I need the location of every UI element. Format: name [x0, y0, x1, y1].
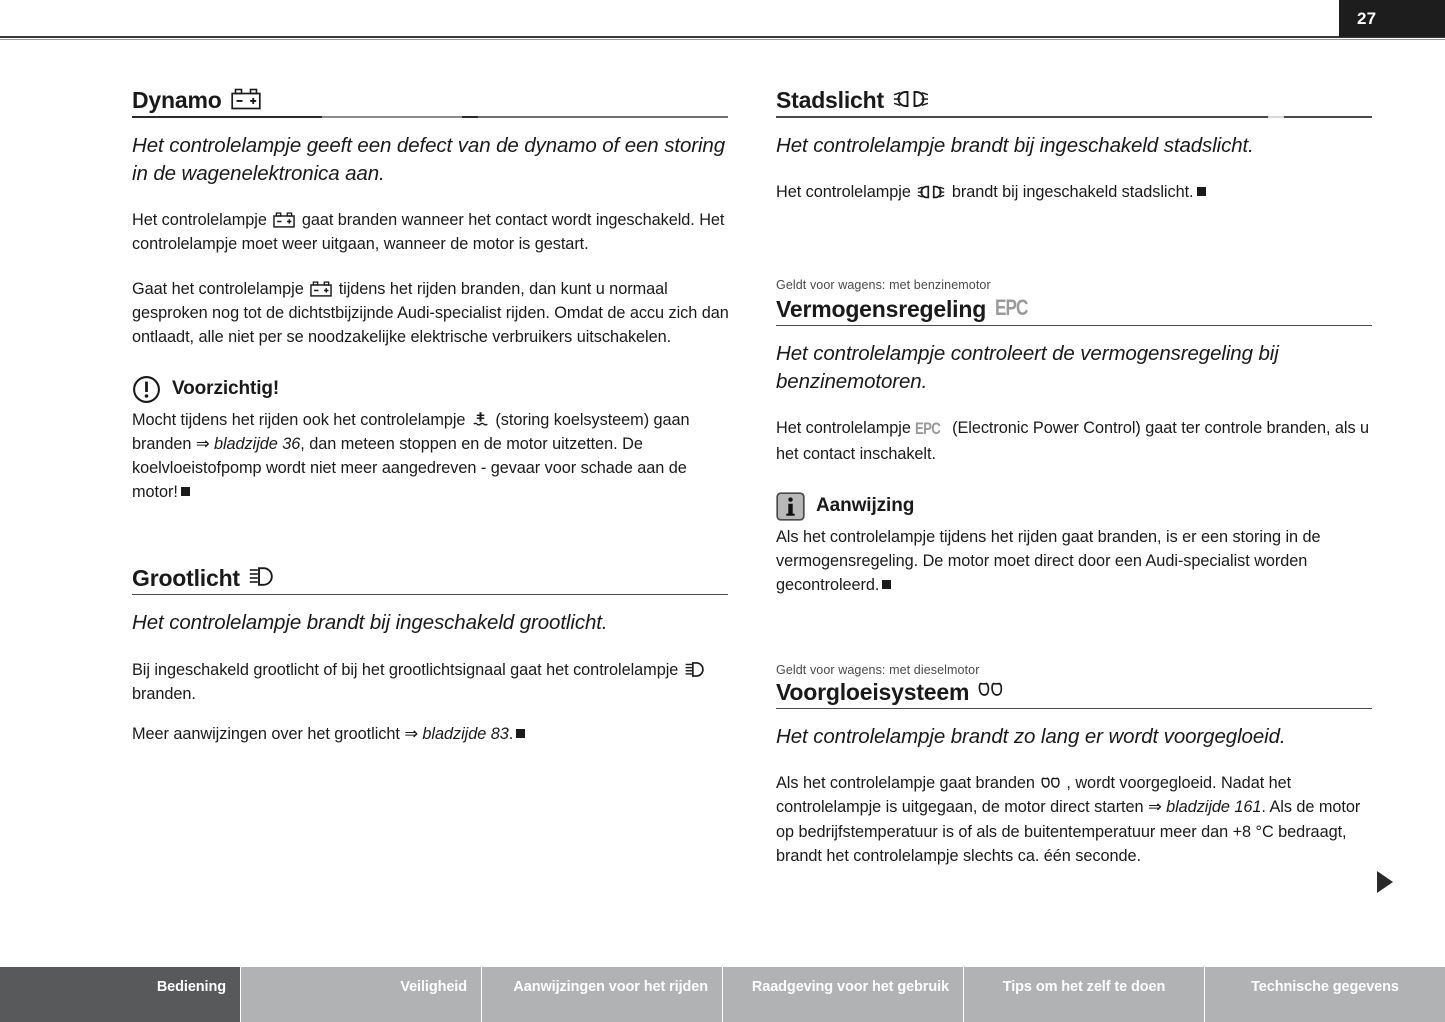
note-header — [776, 492, 1376, 521]
tab-veiligheid[interactable] — [240, 967, 481, 1022]
section-heading-vermogensregeling — [776, 295, 1376, 324]
section-grootlicht — [132, 566, 732, 746]
right-column — [776, 40, 1376, 868]
tab-label: Aanwijzingen voor het rijden — [513, 979, 708, 995]
city-light-icon — [917, 184, 945, 200]
page-content — [0, 40, 1445, 965]
paragraph-vermogensregeling-1 — [776, 416, 1376, 465]
section-lead-text: Het controlelampje geeft een defect van de dynamo of een storing in de wagenelektronica aan. — [132, 134, 726, 186]
section-lead-text: Het controlelampje controleert de vermogensregeling bij benzinemotoren. — [776, 342, 1279, 394]
tab-label: Bediening — [156, 979, 226, 995]
end-of-section-mark — [882, 580, 891, 589]
paragraph-text: branden. — [132, 684, 196, 703]
section-applicability-note: Geldt voor wagens: met dieselmotor — [776, 663, 980, 678]
tab-raadgeving-voor-het-gebruik[interactable] — [722, 967, 963, 1022]
note-text: , dan meteen stoppen en de motor uitzetten. De koelvloeistofpomp wordt niet meer aangedreven - gevaar voor schade aan de motor! — [132, 434, 687, 502]
page-number-badge — [1339, 0, 1445, 37]
section-heading-grootlicht — [132, 566, 732, 593]
tab-label: Tips om het zelf te doen — [1002, 979, 1166, 995]
page-reference: bladzijde 36 — [213, 434, 301, 453]
page-reference: bladzijde 161 — [1166, 798, 1262, 817]
section-rule — [776, 708, 1372, 709]
tab-bediening[interactable] — [0, 967, 240, 1022]
battery-icon — [310, 281, 332, 297]
epc-badge-inline: EPC — [915, 419, 941, 439]
paragraph-text: Gaat het controlelampje — [132, 279, 304, 298]
warning-exclamation-icon — [132, 375, 161, 404]
paragraph-grootlicht-2 — [132, 722, 732, 746]
section-title: Grootlicht — [132, 565, 240, 592]
note-title: Aanwijzing — [816, 495, 915, 517]
footer-tab-bar — [0, 967, 1445, 1022]
section-lead-text: Het controlelampje brandt bij ingeschakeld grootlicht. — [132, 611, 608, 635]
note-text: Als het controlelampje tijdens het rijden gaat branden, is er een storing in de vermogensregeling. De motor moet direct door een Audi-specialist worden gecontroleerd. — [776, 527, 1321, 594]
info-i-icon — [776, 492, 805, 521]
section-lead-text: Het controlelampje brandt zo lang er wordt voorgegloeid. — [776, 725, 1286, 749]
paragraph-text: . — [508, 724, 514, 743]
section-rule — [132, 116, 728, 118]
paragraph-text: Het controlelampje — [776, 183, 911, 202]
section-title: Dynamo — [132, 87, 222, 113]
battery-icon — [273, 212, 295, 228]
header-rule — [0, 36, 1445, 38]
paragraph-text: brandt bij ingeschakeld stadslicht. — [951, 183, 1194, 202]
tab-label: Raadgeving voor het gebruik — [751, 979, 949, 995]
paragraph-dynamo-2 — [132, 277, 732, 349]
section-heading-dynamo — [132, 88, 732, 115]
paragraph-text: Bij ingeschakeld grootlicht of bij het grootlichtsignaal gaat het controlelampje — [132, 660, 679, 679]
section-heading-voorgloeisysteem — [776, 680, 1376, 707]
note-body-caution — [132, 408, 732, 504]
glow-plug-icon — [978, 682, 1008, 700]
section-dynamo — [132, 88, 732, 504]
left-column — [132, 40, 732, 746]
city-light-icon — [893, 89, 929, 109]
paragraph-text: Meer aanwijzingen over het grootlicht — [132, 724, 400, 743]
paragraph-voorgloeisysteem-1 — [776, 771, 1376, 867]
page-header — [0, 0, 1445, 40]
epc-badge: EPC — [995, 295, 1028, 321]
section-title: Vermogensregeling — [776, 296, 987, 323]
note-text: (storing koelsysteem) gaan branden — [132, 410, 690, 453]
tab-label: Veiligheid — [400, 979, 467, 995]
reference-arrow: ⇒ — [1148, 798, 1162, 817]
section-heading-stadslicht — [776, 88, 1376, 115]
paragraph-text: Het controlelampje — [776, 419, 911, 438]
tab-technische-gegevens[interactable] — [1204, 967, 1445, 1022]
paragraph-text: gaat branden wanneer het contact wordt ingeschakeld. Het controlelampje moet weer uitgaan, wanneer de motor is gestart. — [132, 211, 725, 254]
coolant-temperature-icon — [472, 411, 489, 428]
section-rule — [776, 325, 1372, 326]
high-beam-icon — [685, 661, 707, 678]
section-vermogensregeling — [776, 278, 1376, 597]
note-text: Mocht tijdens het rijden ook het controlelampje — [132, 410, 466, 429]
section-rule — [776, 116, 1372, 118]
reference-arrow: ⇒ — [404, 724, 418, 743]
page-number: 27 — [1357, 8, 1377, 28]
paragraph-text: (Electronic Power Control) gaat ter controle branden, als u het contact inschakelt. — [776, 419, 1370, 463]
tab-label: Technische gegevens — [1251, 979, 1399, 995]
reference-arrow: ⇒ — [195, 434, 210, 453]
note-caution — [132, 375, 732, 504]
section-applicability-note: Geldt voor wagens: met benzinemotor — [776, 278, 991, 293]
note-title: Voorzichtig! — [172, 378, 280, 400]
continue-arrow-icon — [1377, 871, 1393, 893]
section-lead-text: Het controlelampje brandt bij ingeschakeld stadslicht. — [776, 134, 1254, 158]
paragraph-grootlicht-1 — [132, 658, 732, 706]
paragraph-dynamo-1 — [132, 208, 732, 256]
section-title: Voorgloeisysteem — [776, 679, 970, 706]
glow-plug-icon — [1041, 777, 1064, 791]
section-title: Stadslicht — [776, 87, 884, 113]
end-of-section-mark — [1197, 187, 1206, 196]
paragraph-text: Het controlelampje — [132, 211, 267, 230]
battery-icon — [231, 88, 261, 110]
page-reference: bladzijde 83 — [422, 724, 509, 743]
note-header — [132, 375, 732, 404]
tab-tips-om-het-zelf-te-doen[interactable] — [963, 967, 1204, 1022]
section-stadslicht — [776, 88, 1376, 204]
note-info — [776, 492, 1376, 597]
paragraph-text: tijdens het rijden branden, dan kunt u normaal gesproken nog tot de dichtstbijzijnde Audi-specialist rijden. Omdat de accu zich dan ontlaadt, alle niet per se noodzakelijke elektrische verbruikers uitschakelen. — [132, 279, 729, 346]
note-body-info — [776, 525, 1376, 597]
paragraph-text: , wordt voorgegloeid. Nadat het controlelampje is uitgegaan, de motor direct starten — [776, 774, 1292, 817]
end-of-section-mark — [516, 729, 525, 738]
paragraph-text: . Als de motor op bedrijfstemperatuur is of als de buitentemperatuur meer dan +8 °C bedraagt, brandt het controlelampje slechts ca. één seconde. — [776, 798, 1361, 865]
paragraph-text: Als het controlelampje gaat branden — [776, 774, 1035, 793]
tab-aanwijzingen-voor-het-rijden[interactable] — [481, 967, 722, 1022]
end-of-section-mark — [181, 487, 190, 496]
paragraph-stadslicht-1 — [776, 180, 1376, 204]
section-rule — [132, 594, 728, 595]
section-voorgloeisysteem — [776, 663, 1376, 868]
high-beam-icon — [249, 566, 277, 587]
